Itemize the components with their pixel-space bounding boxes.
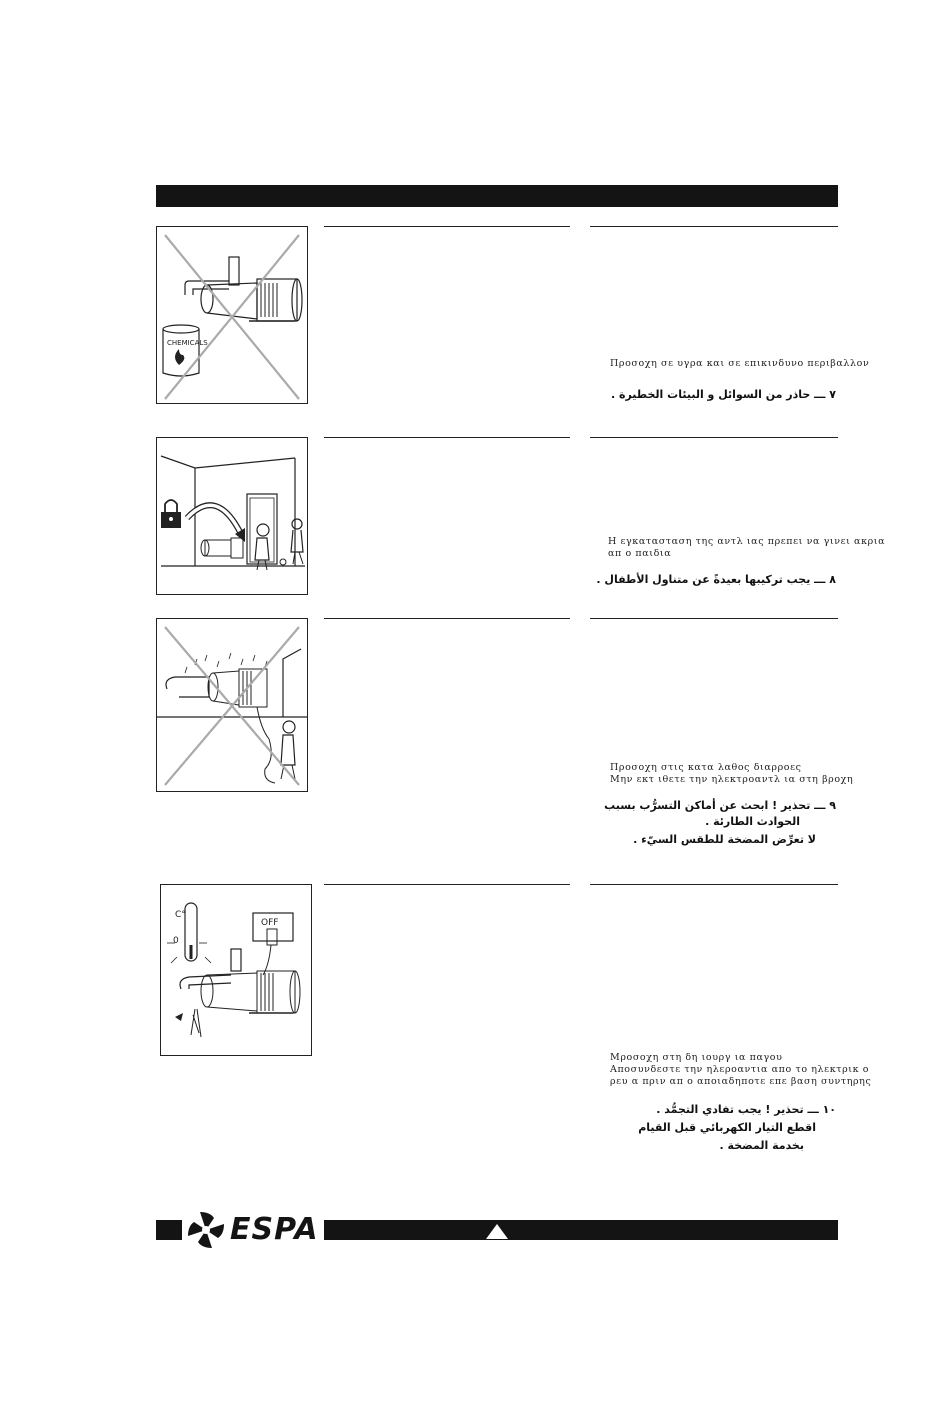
figure-chemicals — [156, 226, 308, 404]
barrel-label: CHEMICALS — [167, 339, 208, 347]
arabic-text-10-line2: اقطع التيار الكهربائي قبل القيام — [638, 1121, 816, 1134]
frost-illustration — [161, 885, 311, 1055]
arabic-text-9-line2: الحوادث الطارئة . — [705, 815, 800, 828]
rain-leak-illustration — [157, 619, 307, 791]
greek-text-9-line2: Μην εκτ ιθετε την ηλεκτροαντλ ια στη βροχη — [610, 774, 854, 785]
espa-logo-text: ESPA — [230, 1212, 319, 1247]
rule-left-10 — [324, 884, 570, 885]
rule-left-7 — [324, 226, 570, 227]
greek-text-8-line2: απ ο παιδια — [608, 548, 672, 559]
greek-text-9-line1: Προσοχη στις κατα λαθος διαρροες — [610, 762, 802, 773]
arabic-text-7: ٧ ـــ حاذر من السوائل و البيئات الخطيرة . — [610, 388, 836, 401]
rule-right-7 — [590, 226, 838, 227]
arabic-text-9-line3: لا تعرِّض المضخة للطقس السيّء . — [633, 833, 816, 846]
greek-text-8-line1: Η εγκατασταση της αντλ ιας πρεπει να γινει ακρια — [608, 536, 886, 547]
rule-right-10 — [590, 884, 838, 885]
padlock-icon — [161, 500, 181, 528]
thermometer-unit-label: C° — [175, 910, 186, 920]
off-switch-label: OFF — [261, 918, 279, 928]
figure-children — [156, 437, 308, 595]
arabic-text-10-line1: ١٠ ـــ تحذير ! يجب تفادي التجمُّد . — [656, 1103, 836, 1116]
thermometer-zero-label: 0 — [173, 936, 179, 946]
chemicals-illustration — [157, 227, 307, 403]
arabic-text-10-line3: بخدمة المضخة . — [719, 1139, 804, 1152]
arabic-text-9-line1: ٩ ـــ تحذير ! ابحث عن أماكن التسرُّب بسبب — [604, 799, 836, 812]
triangle-up-icon — [484, 1222, 510, 1240]
greek-text-7: Προσοχη σε υγρα και σε επικινδυνο περιβαλλον — [610, 358, 870, 369]
header-bar — [156, 185, 838, 207]
rule-right-9 — [590, 618, 838, 619]
figure-frost — [160, 884, 312, 1056]
rule-left-8 — [324, 437, 570, 438]
greek-text-10-line3: ρευ α πριν απ ο αποιαδηποτε επε βαση συντηρης — [610, 1076, 872, 1087]
footer-bar-left — [156, 1220, 182, 1240]
thermometer-icon — [185, 903, 197, 961]
greek-text-10-line1: Μροσοχη στη δη ιουργ ια παγου — [610, 1052, 783, 1063]
flame-icon — [175, 349, 184, 365]
arabic-text-8: ٨ ـــ يجب تركيبها بعيدةً عن متناول الأطفال . — [596, 573, 836, 586]
greek-text-10-line2: Αποσυνδεστε την ηλεροαντια απο το ηλεκτρικ ο — [610, 1064, 870, 1075]
footer-bar-right — [324, 1220, 838, 1240]
rule-right-8 — [590, 437, 838, 438]
figure-rain-leak — [156, 618, 308, 792]
espa-swirl-icon — [186, 1210, 226, 1250]
rule-left-9 — [324, 618, 570, 619]
children-illustration — [157, 438, 307, 594]
